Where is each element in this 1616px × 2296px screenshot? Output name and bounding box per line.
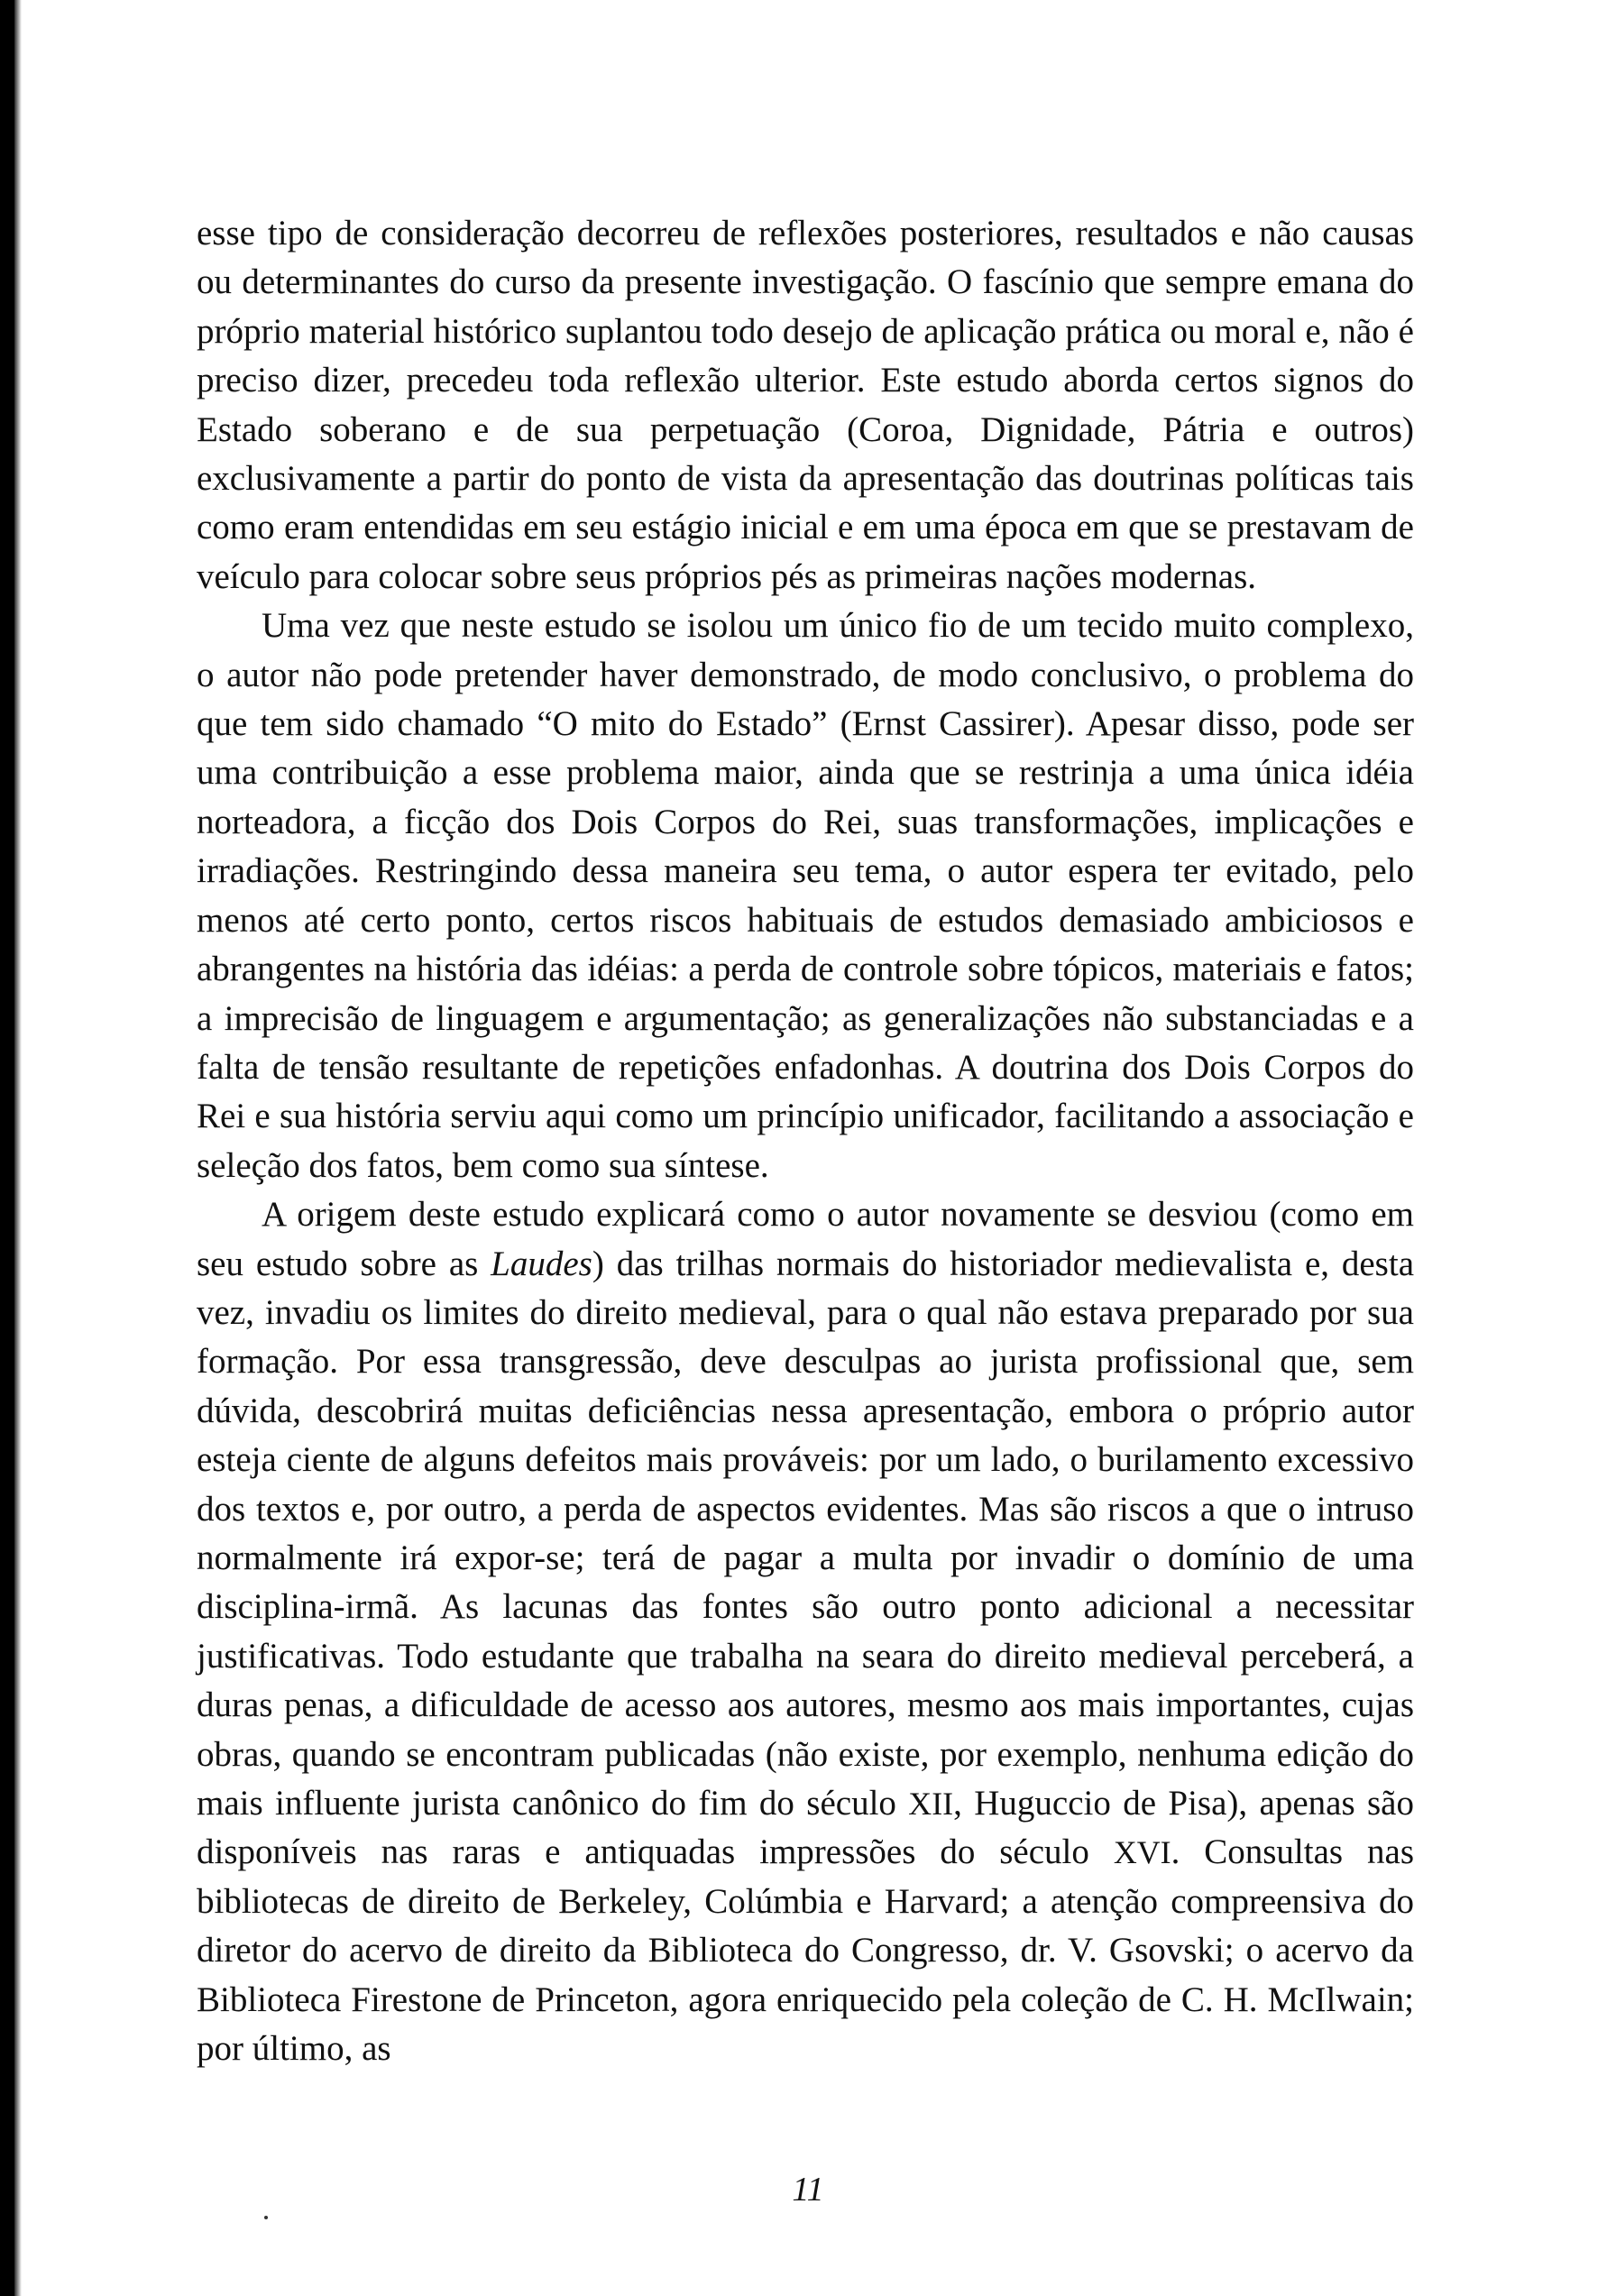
paragraph-1: [197, 209, 1414, 602]
scan-binding-edge: [0, 0, 14, 2296]
paragraph-2-text: Uma vez que neste estudo se isolou um único fio de um tecido muito complexo, o autor não pode pretender haver demonstrado, de modo conclusivo, o problema do que tem sido chamado “O mito do Estado” (Ernst Cassirer). Apesar disso, pode ser uma contribuição a esse problema maior, ainda que se restrinja a uma única idéia norteadora, a ficção dos Dois Corpos do Rei, suas transformações, implicações e irradiações. Restringindo dessa maneira seu tema, o autor espera ter evitado, pelo menos até certo ponto, certos riscos habituais de estudos demasiado ambiciosos e abrangentes na história das idéias: a perda de controle sobre tópicos, materiais e fatos; a imprecisão de linguagem e argumentação; as generalizações não substanciadas e a falta de tensão resultante de repetições enfadonhas. A doutrina dos Dois Corpos do Rei e sua história serviu aqui como um princípio unificador, facilitando a associação e seleção dos fatos, bem como sua síntese.: [197, 606, 1414, 1185]
paragraph-3-text-b: ) das trilhas normais do historiador medievalista e, desta vez, invadiu os limites do direito medieval, para o qual não estava preparado por sua formação. Por essa transgressão, deve desculpas ao jurista profissional que, sem dúvida, descobrirá muitas deficiências nessa apresentação, embora o próprio autor esteja ciente de alguns defeitos mais prováveis: por um lado, o burilamento excessivo dos textos e, por outro, a perda de aspectos evidentes. Mas são riscos a que o intruso normalmente irá expor-se; terá de pagar a multa por invadir o domínio de uma disciplina-irmã. As lacunas das fontes são outro ponto adicional a necessitar justificativas. Todo estudante que trabalha na seara do direito medieval perceberá, a duras penas, a dificuldade de acesso aos autores, mesmo aos mais importantes, cujas obras, quando se encontram publicadas (não existe, por exemplo, nenhuma edição do mais influente jurista canônico do fim do século: [197, 1244, 1414, 1823]
scan-binding-shadow: [14, 0, 22, 2296]
body-text: [197, 209, 1414, 2073]
page-number: 11: [792, 2171, 824, 2209]
century-xvi: XVI: [1113, 1834, 1171, 1871]
paragraph-1-text: esse tipo de consideração decorreu de reflexões posteriores, resultados e não causas ou determinantes do curso da presente investigação. O fascínio que sempre emana do próprio material histórico suplantou todo desejo de aplicação prática ou moral e, não é preciso dizer, precedeu toda reflexão ulterior. Este estudo aborda certos signos do Estado soberano e de sua perpetuação (Coroa, Dignidade, Pátria e outros) exclusivamente a partir do ponto de vista da apresentação das doutrinas políticas tais como eram entendidas em seu estágio inicial e em uma época em que se prestavam de veículo para colocar sobre seus próprios pés as primeiras nações modernas.: [197, 214, 1414, 596]
laudes-title: Laudes: [491, 1244, 592, 1283]
paragraph-3-text-c: , Huguccio de Pisa), apenas são disponíveis nas raras e antiquadas impressões do século: [197, 1784, 1414, 1872]
paragraph-3-text-a: A origem deste estudo explicará como o autor novamente se desviou (como em seu estudo sobre as: [197, 1195, 1414, 1283]
paragraph-2: [197, 602, 1414, 1190]
paragraph-3: [197, 1190, 1414, 2073]
paragraph-3-text-d: . Consultas nas bibliotecas de direito de Berkeley, Colúmbia e Harvard; a atenção compreensiva do diretor do acervo de direito da Biblioteca do Congresso, dr. V. Gsovski; o acervo da Biblioteca Firestone de Princeton, agora enriquecido pela coleção de C. H. McIlwain; por último, as: [197, 1832, 1414, 2069]
scan-speck: [264, 2216, 268, 2219]
century-xii: XII: [908, 1786, 954, 1822]
